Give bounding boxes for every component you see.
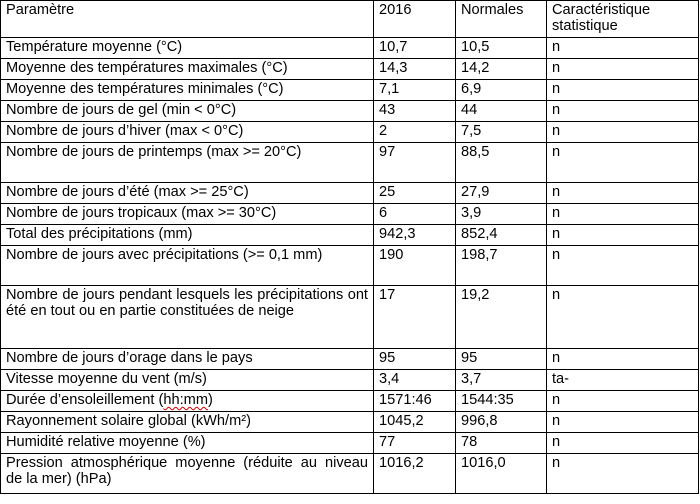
value-2016-cell: 1571:46 — [374, 391, 456, 412]
value-2016-cell: 97 — [374, 143, 456, 183]
param-suffix: ) — [207, 392, 213, 408]
param-cell: Nombre de jours d’orage dans le pays — [1, 349, 374, 370]
value-normales-cell: 88,5 — [456, 143, 547, 183]
stat-cell: n — [547, 59, 699, 80]
value-normales-cell: 198,7 — [456, 246, 547, 286]
stat-cell: n — [547, 454, 699, 494]
value-normales-cell: 3,9 — [456, 204, 547, 225]
stat-cell: n — [547, 204, 699, 225]
header-caracteristique: Caractéristique statistique — [547, 1, 699, 38]
header-normales: Normales — [456, 1, 547, 38]
param-cell: Nombre de jours avec précipitations (>= 0,1 mm) — [1, 246, 374, 286]
stat-cell: n — [547, 246, 699, 286]
table-row — [1, 412, 699, 433]
header-parametre: Paramètre — [1, 1, 374, 38]
value-normales-cell: 19,2 — [456, 286, 547, 349]
value-2016-cell: 43 — [374, 101, 456, 122]
value-2016-cell: 77 — [374, 433, 456, 454]
value-2016-cell: 3,4 — [374, 370, 456, 391]
value-normales-cell: 7,5 — [456, 122, 547, 143]
param-cell: Humidité relative moyenne (%) — [1, 433, 374, 454]
value-2016-cell: 2 — [374, 122, 456, 143]
value-normales-cell: 6,9 — [456, 80, 547, 101]
value-normales-cell: 78 — [456, 433, 547, 454]
value-normales-cell: 10,5 — [456, 38, 547, 59]
param-cell: Nombre de jours d’hiver (max < 0°C) — [1, 122, 374, 143]
table-row — [1, 454, 699, 494]
param-cell: Moyenne des températures minimales (°C) — [1, 80, 374, 101]
value-2016-cell: 942,3 — [374, 225, 456, 246]
table-row — [1, 391, 699, 412]
value-normales-cell: 95 — [456, 349, 547, 370]
table-row — [1, 101, 699, 122]
stat-cell: n — [547, 122, 699, 143]
table-row — [1, 225, 699, 246]
table-row — [1, 286, 699, 349]
param-cell: Nombre de jours d’été (max >= 25°C) — [1, 183, 374, 204]
stat-cell: n — [547, 143, 699, 183]
value-normales-cell: 852,4 — [456, 225, 547, 246]
param-cell: Nombre de jours tropicaux (max >= 30°C) — [1, 204, 374, 225]
table-row — [1, 80, 699, 101]
param-prefix: Durée d’ensoleillement ( — [6, 392, 164, 408]
param-cell: Total des précipitations (mm) — [1, 225, 374, 246]
value-2016-cell: 14,3 — [374, 59, 456, 80]
stat-cell: n — [547, 38, 699, 59]
value-normales-cell: 3,7 — [456, 370, 547, 391]
value-normales-cell: 14,2 — [456, 59, 547, 80]
value-2016-cell: 25 — [374, 183, 456, 204]
stat-cell: n — [547, 286, 699, 349]
value-normales-cell: 1544:35 — [456, 391, 547, 412]
table-row — [1, 370, 699, 391]
param-cell: Nombre de jours de gel (min < 0°C) — [1, 101, 374, 122]
spellcheck-underlined-text: hh:mm — [163, 392, 208, 408]
table-row — [1, 38, 699, 59]
value-2016-cell: 190 — [374, 246, 456, 286]
param-cell: Moyenne des températures maximales (°C) — [1, 59, 374, 80]
table-row — [1, 122, 699, 143]
value-2016-cell: 95 — [374, 349, 456, 370]
value-2016-cell: 10,7 — [374, 38, 456, 59]
value-2016-cell: 6 — [374, 204, 456, 225]
value-normales-cell: 44 — [456, 101, 547, 122]
param-cell: Température moyenne (°C) — [1, 38, 374, 59]
table-row — [1, 183, 699, 204]
stat-cell: n — [547, 391, 699, 412]
value-2016-cell: 17 — [374, 286, 456, 349]
header-2016: 2016 — [374, 1, 456, 38]
value-2016-cell: 7,1 — [374, 80, 456, 101]
value-2016-cell: 1016,2 — [374, 454, 456, 494]
table-header-row — [1, 1, 699, 38]
stat-cell: ta- — [547, 370, 699, 391]
stat-cell: n — [547, 101, 699, 122]
param-cell: Rayonnement solaire global (kWh/m²) — [1, 412, 374, 433]
value-normales-cell: 1016,0 — [456, 454, 547, 494]
param-cell: Nombre de jours de printemps (max >= 20°C) — [1, 143, 374, 183]
stat-cell: n — [547, 80, 699, 101]
param-cell — [1, 391, 374, 412]
stat-cell: n — [547, 412, 699, 433]
param-cell: Vitesse moyenne du vent (m/s) — [1, 370, 374, 391]
stat-cell: n — [547, 433, 699, 454]
value-2016-cell: 1045,2 — [374, 412, 456, 433]
table-row — [1, 246, 699, 286]
stat-cell: n — [547, 183, 699, 204]
value-normales-cell: 996,8 — [456, 412, 547, 433]
value-normales-cell: 27,9 — [456, 183, 547, 204]
param-cell: Nombre de jours pendant lesquels les précipitations ont été en tout ou en partie constituées de neige — [1, 286, 374, 349]
table-row — [1, 143, 699, 183]
stat-cell: n — [547, 225, 699, 246]
table-row — [1, 433, 699, 454]
stat-cell: n — [547, 349, 699, 370]
param-cell: Pression atmosphérique moyenne (réduite au niveau de la mer) (hPa) — [1, 454, 374, 494]
table-row — [1, 204, 699, 225]
table-row — [1, 349, 699, 370]
table-row — [1, 59, 699, 80]
